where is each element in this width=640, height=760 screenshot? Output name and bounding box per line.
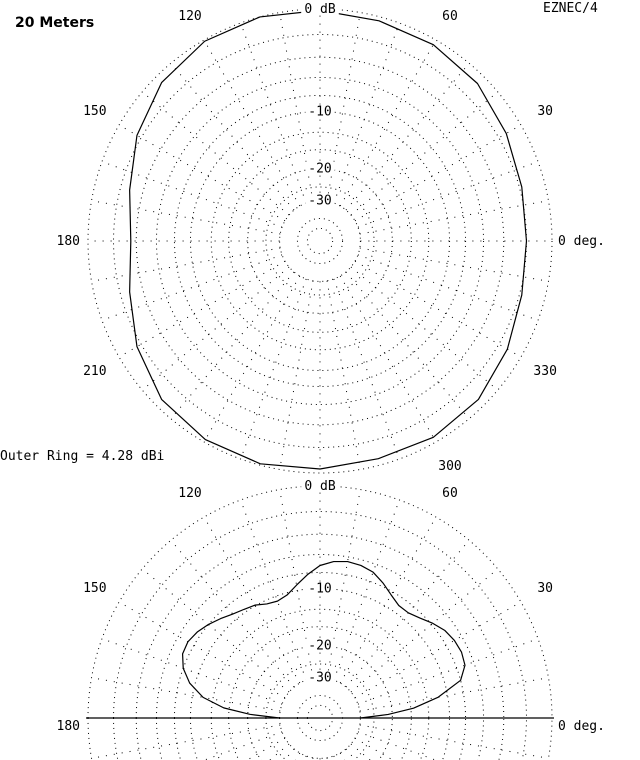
elevation-spoke-30: [355, 602, 521, 698]
elevation-spoke-160: [102, 639, 282, 705]
azimuth-spoke-340: [358, 255, 538, 321]
elevation-spoke-290: [334, 756, 400, 760]
elevation-spoke-350: [360, 725, 549, 758]
elevation-ring-12: [307, 705, 332, 718]
elevation-spoke-50: [346, 540, 469, 687]
azimuth-spoke-350: [360, 248, 549, 281]
azimuth-trace: [130, 10, 527, 469]
elevation-spoke-330: [355, 738, 521, 760]
elevation-ring-lower-10: [280, 718, 361, 758]
azimuth-ring-12: [307, 228, 332, 253]
elevation-ring-11: [297, 695, 342, 718]
band-label: 20 Meters: [15, 15, 95, 31]
elevation-spoke-60: [340, 517, 436, 683]
azimuth-ring-0: [88, 9, 552, 473]
azimuth-db-label-1: -10: [308, 104, 332, 120]
azimuth-spoke-210: [119, 261, 285, 357]
elevation-angle-label-30: 30: [537, 581, 553, 596]
elevation-db-label-3: -30: [308, 670, 332, 686]
elevation-angle-label-180: 180: [56, 719, 80, 734]
elevation-spoke-120: [204, 517, 300, 683]
elevation-ring-lower-2: [136, 718, 504, 760]
elevation-ring-lower-8: [248, 718, 393, 760]
elevation-ring-6: [211, 609, 429, 718]
elevation-labels: [57, 479, 605, 734]
elevation-spoke-20: [358, 639, 538, 705]
elevation-spoke-170: [92, 678, 281, 711]
elevation-ring-lower-7: [229, 718, 412, 760]
azimuth-spoke-120: [204, 40, 300, 206]
elevation-ring-lower-12: [307, 718, 332, 731]
azimuth-spoke-230: [171, 272, 294, 419]
azimuth-angle-label-330: 330: [533, 364, 557, 379]
elevation-angle-label-120: 120: [178, 485, 202, 501]
elevation-angle-label-150: 150: [83, 581, 107, 596]
azimuth-spoke-110: [241, 23, 307, 203]
azimuth-ring-4: [174, 95, 465, 386]
azimuth-spoke-200: [102, 255, 282, 321]
elevation-spoke-230: [171, 749, 294, 760]
azimuth-spoke-50: [346, 63, 469, 210]
elevation-spoke-200: [102, 732, 282, 760]
azimuth-angle-label-300: 300: [438, 459, 462, 475]
azimuth-angle-label-0: 0 deg.: [558, 234, 605, 249]
azimuth-angle-label-60: 60: [442, 8, 458, 24]
azimuth-spoke-320: [351, 267, 498, 390]
azimuth-ring-5: [190, 111, 449, 370]
azimuth-spoke-70: [334, 23, 400, 203]
azimuth-angle-label-210: 210: [83, 364, 107, 379]
azimuth-spoke-330: [355, 261, 521, 357]
azimuth-spoke-260: [280, 281, 313, 470]
azimuth-spoke-280: [327, 281, 360, 470]
azimuth-labels: [57, 2, 605, 474]
azimuth-spoke-40: [351, 92, 498, 215]
azimuth-ring-3: [156, 77, 483, 404]
elevation-grid: [88, 486, 552, 760]
azimuth-ring-7: [229, 150, 412, 333]
azimuth-spoke-170: [92, 201, 281, 234]
azimuth-spoke-30: [355, 125, 521, 221]
elevation-spoke-240: [204, 753, 300, 760]
elevation-angle-label-60: 60: [442, 485, 458, 501]
elevation-ring-lower-5: [190, 718, 449, 760]
azimuth-spoke-10: [360, 201, 549, 234]
elevation-spoke-320: [351, 744, 498, 760]
elevation-ring-lower-3: [156, 718, 483, 760]
elevation-spoke-310: [346, 749, 469, 760]
azimuth-angle-label-150: 150: [83, 104, 107, 119]
azimuth-spoke-20: [358, 162, 538, 228]
elevation-ring-lower-11: [297, 718, 342, 741]
azimuth-spoke-160: [102, 162, 282, 228]
azimuth-pattern: [130, 10, 527, 469]
elevation-spoke-140: [142, 569, 289, 692]
elevation-ring-lower-4: [174, 718, 465, 760]
elevation-spoke-40: [351, 569, 498, 692]
elevation-ring-lower-6: [211, 718, 429, 760]
elevation-ring-lower-9: [266, 718, 374, 760]
elevation-spoke-300: [340, 753, 436, 760]
outer-ring-label: Outer Ring = 4.28 dBi: [0, 449, 165, 464]
elevation-ring-lower-0: [88, 718, 552, 760]
azimuth-spoke-310: [346, 272, 469, 419]
elevation-db-label-1: -10: [308, 581, 332, 597]
elevation-spoke-150: [119, 602, 285, 698]
program-label: EZNEC/4: [543, 1, 598, 16]
azimuth-angle-label-30: 30: [537, 104, 553, 119]
elevation-ring-3: [156, 555, 483, 718]
elevation-spoke-340: [358, 732, 538, 760]
elevation-spoke-220: [142, 744, 289, 760]
azimuth-spoke-220: [142, 267, 289, 390]
azimuth-db-label-0: 0 dB: [304, 2, 336, 17]
elevation-db-label-2: -20: [308, 638, 332, 654]
azimuth-ring-10: [280, 201, 361, 282]
elevation-spoke-210: [119, 738, 285, 760]
elevation-ring-1: [114, 512, 527, 718]
azimuth-spoke-290: [334, 279, 400, 459]
azimuth-db-label-2: -20: [308, 161, 332, 177]
azimuth-spoke-190: [92, 248, 281, 281]
azimuth-angle-label-180: 180: [56, 234, 80, 249]
elevation-spoke-110: [241, 500, 307, 680]
elevation-spoke-10: [360, 678, 549, 711]
azimuth-grid: [88, 9, 552, 473]
azimuth-spoke-60: [340, 40, 436, 206]
elevation-spoke-250: [241, 756, 307, 760]
elevation-ring-2: [136, 534, 504, 718]
elevation-angle-label-0: 0 deg.: [558, 719, 605, 734]
azimuth-spoke-140: [142, 92, 289, 215]
azimuth-spoke-240: [204, 276, 300, 442]
azimuth-db-label-3: -30: [308, 193, 332, 209]
azimuth-ring-11: [297, 218, 342, 263]
azimuth-ring-8: [248, 169, 393, 314]
elevation-spoke-190: [92, 725, 281, 758]
azimuth-spoke-300: [340, 276, 436, 442]
azimuth-spoke-130: [171, 63, 294, 210]
azimuth-angle-label-120: 120: [178, 8, 202, 24]
elevation-db-label-0: 0 dB: [304, 479, 336, 494]
azimuth-spoke-150: [119, 125, 285, 221]
